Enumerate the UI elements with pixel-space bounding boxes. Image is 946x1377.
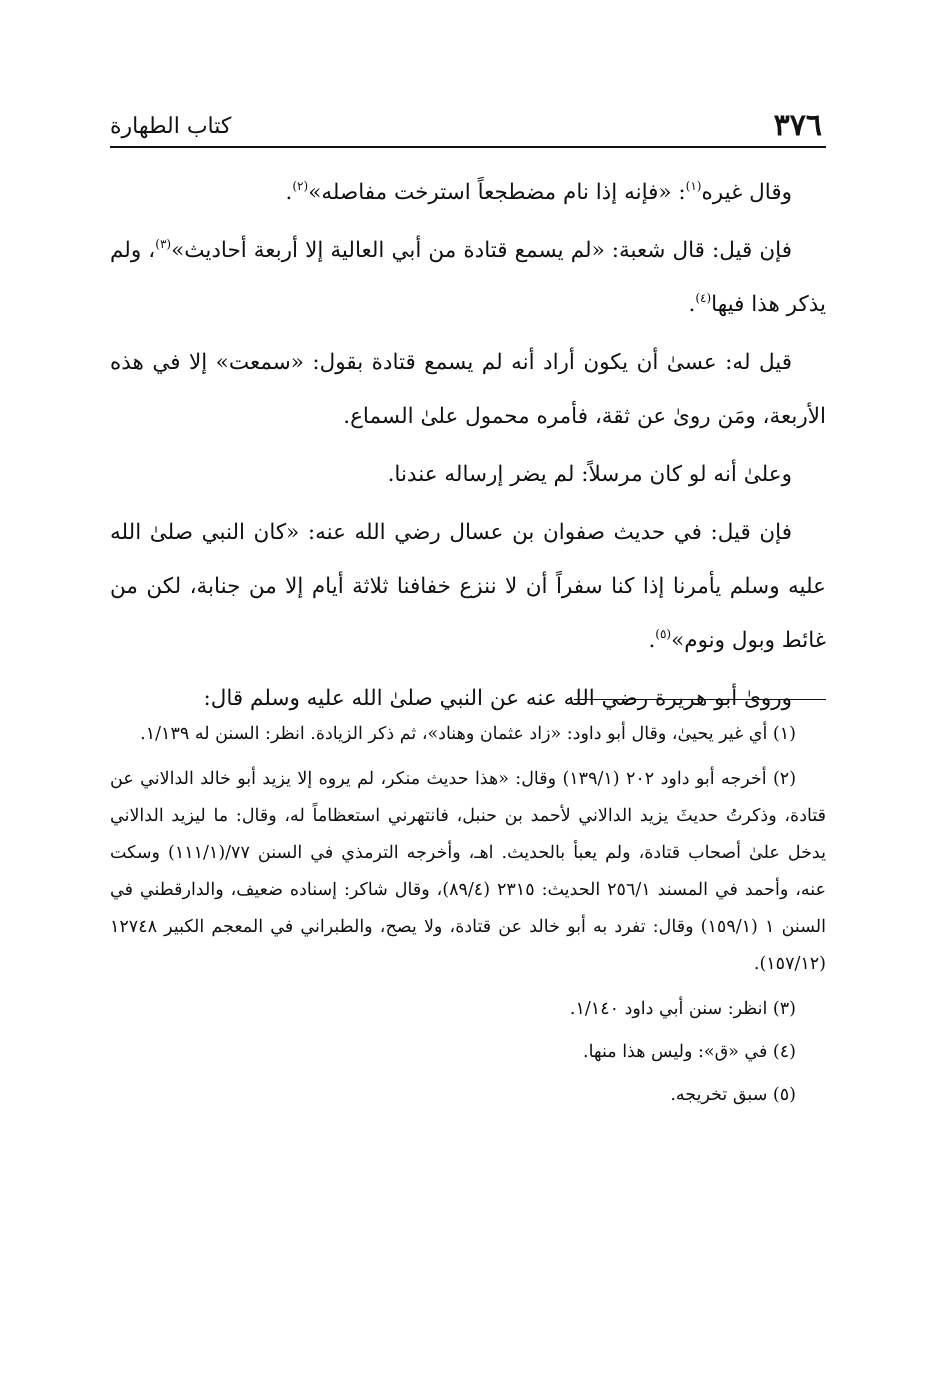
paragraph-end: . [285,180,293,205]
paragraph-6: وروىٰ أبو هريرة رضي الله عنه عن النبي صلىٰ الله عليه وسلم قال: [203,686,792,711]
paragraph-end: . [688,292,696,317]
paragraph-text: وقال غيره [701,180,792,205]
running-title: كتاب الطهارة [110,114,232,139]
footnote-1: (١) أي غير يحيىٰ، وقال أبو داود: «زاد عثمان وهناد»، ثم ذكر الزيادة. انظر: السنن له ١/١٣٩. [140,724,796,744]
paragraph-text: فإن قيل: قال شعبة: «لم يسمع قتادة من أبي العالية إلا أربعة أحاديث» [171,238,792,263]
footnote-ref: (٤) [695,291,712,305]
page-header [110,106,826,148]
paragraph-5 [110,506,826,668]
paragraph-text: ، ولم يذكر هذا فيها [110,238,826,317]
footnote-separator [574,699,826,700]
footnote-2: (٢) أخرجه أبو داود ٢٠٢ (١٣٩/١) وقال: «هذا حديث منكر، لم يروه إلا يزيد أبو خالد الدالاني عن قتادة، وذكرتُ حديثَ يزيد الدالاني لأحمد بن حنبل، فانتهرني استعظاماً له، وقال: ما ليزيد الدالاني يدخل علىٰ أصحاب قتادة، ولم يعبأ بالحديث. اهـ، وأخرجه الترمذي في السنن ٧٧/(١١١/١) وسكت عنه، وأحمد في المسند ٢٥٦/١ الحديث: ٢٣١٥ (٨٩/٤)، وقال شاكر: إسناده ضعيف، والدارقطني في السنن ١ (١٥٩/١) وقال: تفرد به أبو خالد عن قتادة، ولا يصح، والطبراني في المعجم الكبير ١٢٧٤٨ (١٥٧/١٢). [110,769,827,974]
footnote-4: (٤) في «ق»: وليس هذا منها. [583,1042,796,1062]
footnotes [110,716,826,1120]
footnote-ref: (٣) [155,237,172,251]
footnote-5: (٥) سبق تخريجه. [670,1085,796,1105]
paragraph-end: . [648,628,656,653]
page-number: ٣٧٦ [773,108,822,143]
footnote-ref: (١) [685,179,702,193]
footnote-ref: (٥) [655,627,672,641]
paragraph-text: : «فإنه إذا نام مضطجعاً استرخت مفاصله» [308,180,686,205]
paragraph-text: فإن قيل: في حديث صفوان بن عسال رضي الله عنه: «كان النبي صلىٰ الله عليه وسلم يأمرنا إذا كنا سفراً أن لا ننزع خفافنا ثلاثة أيام إلا من جنابة، لكن من غائط وبول ونوم» [110,520,826,653]
footnote-ref: (٢) [292,179,309,193]
paragraph-3: قيل له: عسىٰ أن يكون أراد أنه لم يسمع قتادة بقول: «سمعت» إلا في هذه الأربعة، ومَن روىٰ عن ثقة، فأمره محمول علىٰ السماع. [110,350,826,429]
paragraph-2 [110,224,826,332]
paragraph-1 [110,166,826,220]
paragraph-4: وعلىٰ أنه لو كان مرسلاً: لم يضر إرساله عندنا. [387,462,792,487]
footnote-3: (٣) انظر: سنن أبي داود ١/١٤٠. [569,999,796,1019]
book-page [110,0,826,1377]
main-text [110,166,826,730]
